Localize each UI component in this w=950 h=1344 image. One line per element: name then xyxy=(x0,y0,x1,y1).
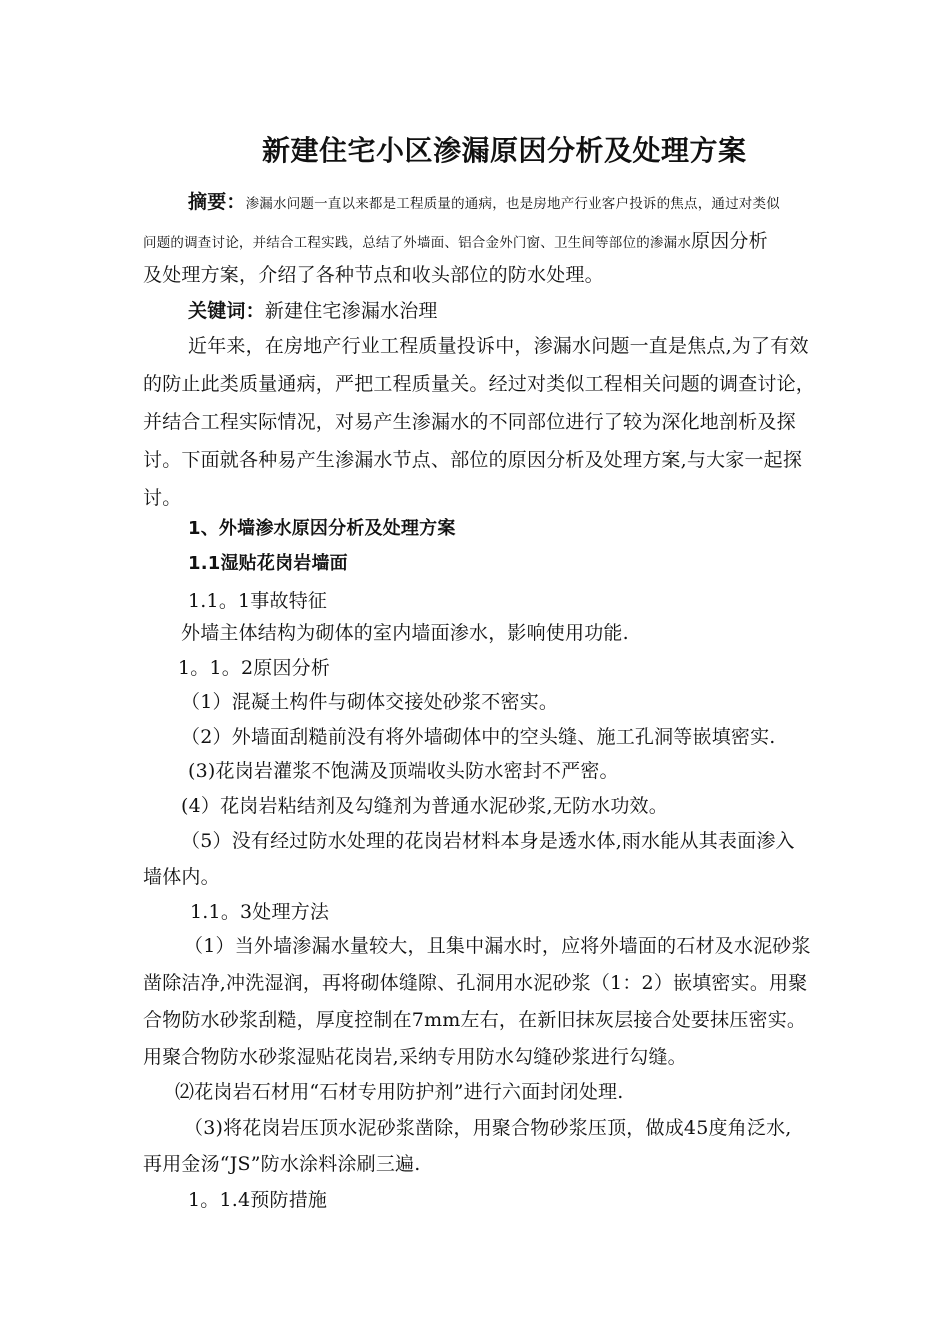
abstract-text-2b: 原因分析 xyxy=(691,230,768,252)
document-title: 新建住宅小区渗漏原因分析及处理方案 xyxy=(262,134,747,167)
abstract-text-1: 渗漏水问题一直以来都是工程质量的通病，也是房地产行业客户投诉的焦点，通过对类似 xyxy=(245,196,780,212)
abstract-line-3: 及处理方案，介绍了各种节点和收头部位的防水处理。 xyxy=(143,264,604,286)
method-line-6: （3)将花岗岩压顶水泥砂浆凿除，用聚合物砂浆压顶，做成45度角泛水, xyxy=(184,1117,792,1139)
cause-item-3: (3)花岗岩灌浆不饱满及顶端收头防水密封不严密。 xyxy=(188,760,619,782)
keywords-label: 关键词： xyxy=(188,300,265,322)
section-1-1-1-heading: 1.1。1事故特征 xyxy=(188,590,328,612)
abstract-text-2a: 问题的调查讨论，并结合工程实践，总结了外墙面、铝合金外门窗、卫生间等部位的渗漏水 xyxy=(143,235,691,251)
intro-line-1: 近年来，在房地产行业工程质量投诉中，渗漏水问题一直是焦点,为了有效 xyxy=(188,335,809,357)
method-line-4: 用聚合物防水砂浆湿贴花岗岩,采纳专用防水勾缝砂浆进行勾缝。 xyxy=(143,1046,687,1068)
cause-item-5: （5）没有经过防水处理的花岗岩材料本身是透水体,雨水能从其表面渗入 xyxy=(181,830,795,852)
abstract-label: 摘要： xyxy=(188,191,246,213)
cause-item-2: （2）外墙面刮糙前没有将外墙砌体中的空头缝、施工孔洞等嵌填密实. xyxy=(181,726,776,748)
section-1-1-2-heading: 1。1。2原因分析 xyxy=(178,657,331,679)
intro-line-5: 讨。 xyxy=(143,487,182,509)
section-1-1-4-heading: 1。1.4预防措施 xyxy=(188,1189,328,1211)
abstract-line-1 xyxy=(188,190,780,216)
section-1-heading: 1、外墙渗水原因分析及处理方案 xyxy=(188,518,456,539)
cause-item-1: （1）混凝土构件与砌体交接处砂浆不密实。 xyxy=(181,691,559,713)
method-line-5: ⑵花岗岩石材用“石材专用防护剂”进行六面封闭处理. xyxy=(175,1081,624,1103)
keywords-line xyxy=(188,299,438,323)
intro-line-4: 讨。下面就各种易产生渗漏水节点、部位的原因分析及处理方案,与大家一起探 xyxy=(143,449,803,471)
method-line-3: 合物防水砂浆刮糙，厚度控制在7mm左右，在新旧抹灰层接合处要抹压密实。 xyxy=(143,1009,807,1031)
keywords-text: 新建住宅渗漏水治理 xyxy=(264,300,438,322)
method-line-1: （1）当外墙渗漏水量较大，且集中漏水时，应将外墙面的石材及水泥砂浆 xyxy=(184,935,811,957)
intro-line-2: 的防止此类质量通病，严把工程质量关。经过对类似工程相关问题的调查讨论， xyxy=(143,373,816,395)
section-1-1-1-text: 外墙主体结构为砌体的室内墙面渗水，影响使用功能. xyxy=(181,622,629,644)
intro-line-3: 并结合工程实际情况，对易产生渗漏水的不同部位进行了较为深化地剖析及探 xyxy=(143,411,796,433)
section-1-1-heading: 1.1湿贴花岗岩墙面 xyxy=(188,553,348,574)
cause-item-4: (4）花岗岩粘结剂及勾缝剂为普通水泥砂浆,无防水功效。 xyxy=(181,795,668,817)
method-line-2: 凿除洁净,冲洗湿润，再将砌体缝隙、孔洞用水泥砂浆（1：2）嵌填密实。用聚 xyxy=(143,972,808,994)
method-line-7: 再用金汤“JS”防水涂料涂刷三遍. xyxy=(143,1153,421,1175)
cause-item-5-cont: 墙体内。 xyxy=(143,866,220,888)
section-1-1-3-heading: 1.1。3处理方法 xyxy=(190,901,330,923)
abstract-line-2 xyxy=(143,229,768,255)
